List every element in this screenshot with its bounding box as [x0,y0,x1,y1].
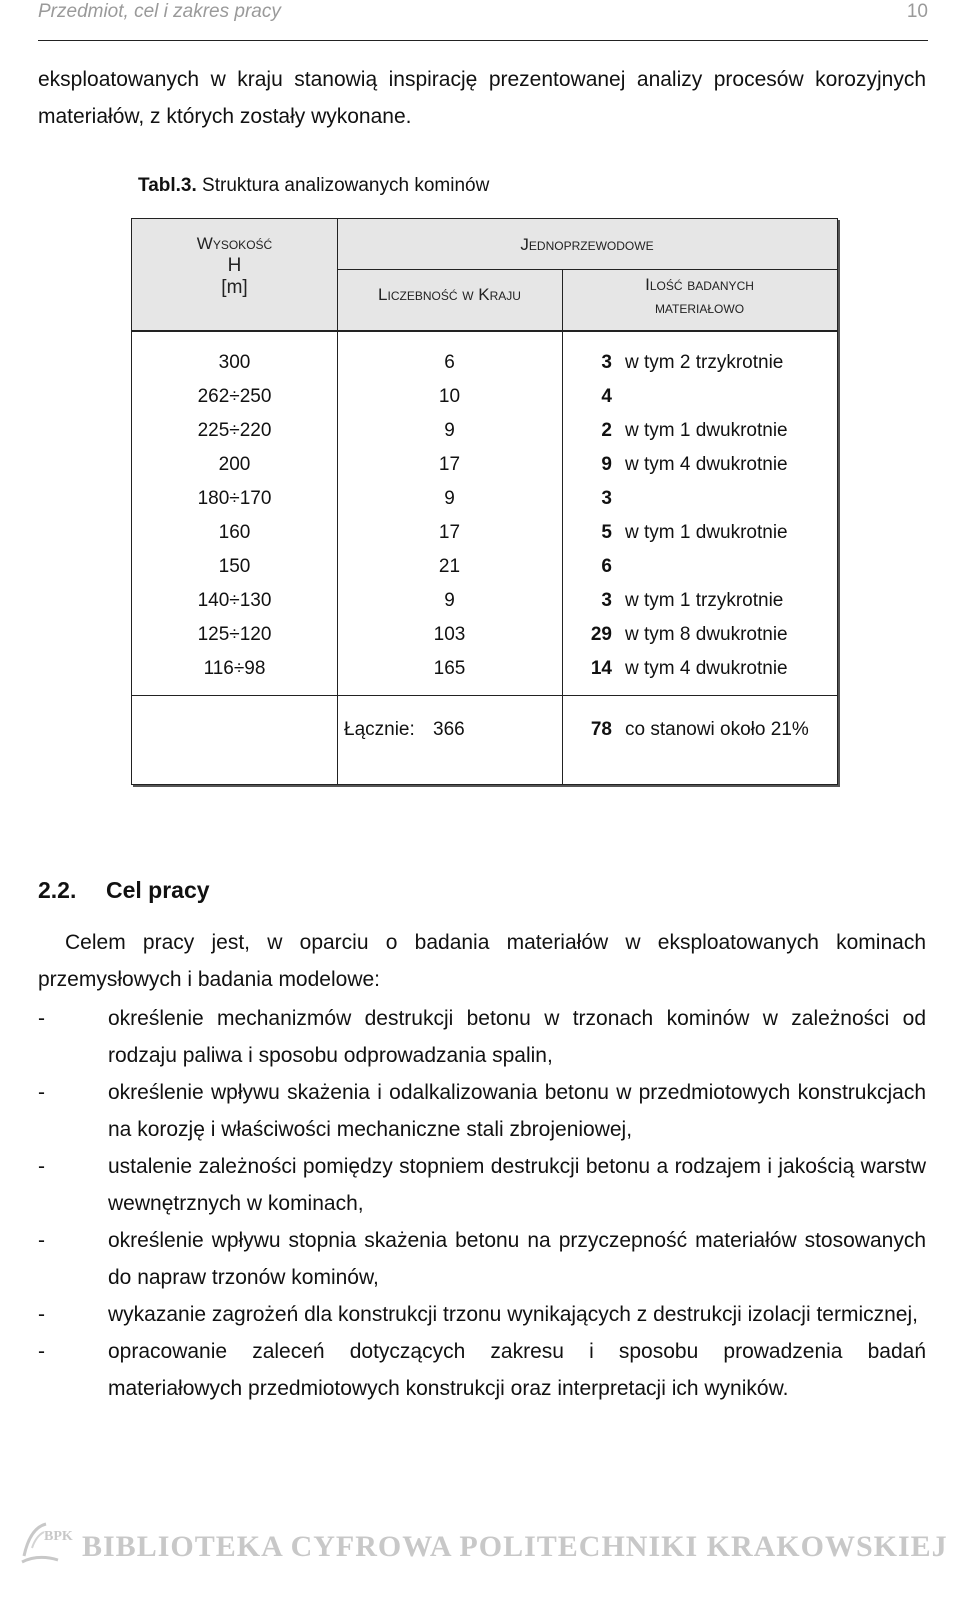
section-intro-line-1: Celem pracy jest, w oparciu o badania materiałów w eksploatowanych kominach [65,931,926,954]
list-item [38,1148,926,1222]
height-header-unit: [m] [221,277,248,298]
cell-count: 17 [438,522,461,543]
list-item-text: określenie wpływu stopnia skażenia betonu na przyczepność materiałów stosowanych do napraw trzonów kominów, [108,1229,926,1289]
section-number: 2.2. [38,877,77,903]
header-vline-1 [337,219,338,330]
cell-note: w tym 8 dwukrotnie [625,624,788,645]
cell-tested: 4 [601,386,612,407]
cell-note: w tym 2 trzykrotnie [625,352,784,373]
page-number: 10 [906,1,928,22]
list-item-text: ustalenie zależności pomiędzy stopniem destrukcji betonu a rodzajem i jakością warstw wewnętrznych w kominach, [108,1155,926,1215]
cell-tested: 2 [601,420,612,441]
list-item [38,1296,926,1333]
cell-count: 9 [444,488,455,509]
table-row [132,584,837,618]
list-item-text: opracowanie zaleceń dotyczących zakresu i sposobu prowadzenia badań materiałowych przedmiotowych konstrukcji oraz interpretacji ich wyników. [108,1340,926,1400]
table-total-row [132,697,837,763]
running-header [38,0,928,41]
cell-count: 6 [444,352,455,373]
cell-note: w tym 1 trzykrotnie [625,590,784,611]
height-header-symbol: H [227,255,242,276]
library-logo-icon [18,1518,76,1568]
list-dash: - [38,1007,45,1030]
table-row [132,482,837,516]
table-row [132,414,837,448]
total-count: 366 [433,719,465,740]
cell-tested: 6 [601,556,612,577]
cell-height: 180÷170 [197,488,272,509]
list-item [38,1000,926,1074]
cell-count: 9 [444,420,455,441]
cell-tested: 29 [590,624,612,645]
cell-count: 21 [438,556,461,577]
intro-line-2: materiałów, z których zostały wykonane. [38,105,412,128]
cell-tested: 5 [601,522,612,543]
header-vline-2 [562,269,563,330]
table-row [132,346,837,380]
cell-note: w tym 1 dwukrotnie [625,522,788,543]
cell-tested: 9 [601,454,612,475]
cell-tested: 3 [601,488,612,509]
table-header [132,219,837,332]
cell-count: 10 [438,386,461,407]
table-caption-label: Tabl.3. [138,175,197,196]
tested-header-line-2: materiałowo [654,298,745,317]
table-row [132,380,837,414]
list-item-text: wykazanie zagrożeń dla konstrukcji trzonu wynikających z destrukcji izolacji termicznej, [108,1303,918,1326]
header-divider [337,269,837,270]
list-dash: - [38,1081,45,1104]
height-column-header [132,233,337,299]
cell-count: 165 [433,658,466,679]
chimney-structure-table [131,218,838,785]
library-footer [18,1518,948,1570]
cell-height: 300 [218,352,251,373]
tested-header-line-1: Ilość badanych [645,275,754,294]
list-item [38,1222,926,1296]
cell-note: w tym 1 dwukrotnie [625,420,788,441]
table-row [132,550,837,584]
table-row [132,516,837,550]
cell-count: 17 [438,454,461,475]
cell-height: 200 [218,454,251,475]
intro-paragraph [38,61,926,135]
total-note: co stanowi około 21% [625,719,809,740]
section-intro-line-2: przemysłowych i badania modelowe: [38,968,380,991]
table-row [132,652,837,686]
table-caption [138,175,489,197]
total-label: Łącznie: [344,719,415,740]
cell-height: 125÷120 [197,624,272,645]
cell-height: 150 [218,556,251,577]
cell-height: 140÷130 [197,590,272,611]
library-footer-text: BIBLIOTEKA CYFROWA POLITECHNIKI KRAKOWSKIEJ [82,1530,948,1563]
cell-note: w tym 4 dwukrotnie [625,658,788,679]
list-item-text: określenie mechanizmów destrukcji betonu w trzonach kominów w zależności od rodzaju paliwa i sposobu odprowadzania spalin, [108,1007,926,1067]
cell-height: 262÷250 [197,386,272,407]
list-dash: - [38,1229,45,1252]
count-column-header: Liczebność w Kraju [378,285,521,304]
height-header-label: Wysokość [196,234,273,253]
section-intro-paragraph [38,924,926,998]
cell-count: 103 [433,624,466,645]
goals-list [38,1000,926,1407]
cell-tested: 3 [601,590,612,611]
cell-tested: 14 [590,658,612,679]
single-flue-group-header: Jednoprzewodowe [520,235,654,254]
cell-count: 9 [444,590,455,611]
total-divider [132,695,837,696]
list-dash: - [38,1340,45,1363]
list-dash: - [38,1155,45,1178]
cell-height: 116÷98 [203,658,266,679]
section-title: Cel pracy [106,877,210,903]
tested-column-header [562,273,837,319]
library-logo-text: BPK [44,1529,73,1544]
running-header-title: Przedmiot, cel i zakres pracy [38,1,281,22]
cell-height: 225÷220 [197,420,272,441]
table-row [132,618,837,652]
list-item [38,1074,926,1148]
intro-line-1: eksploatowanych w kraju stanowią inspirację prezentowanej analizy procesów korozyjnych [38,68,926,91]
table-row [132,448,837,482]
cell-note: w tym 4 dwukrotnie [625,454,788,475]
cell-tested: 3 [601,352,612,373]
cell-height: 160 [218,522,251,543]
total-tested: 78 [590,719,612,740]
table-caption-text: Struktura analizowanych kominów [196,175,490,196]
list-item-text: określenie wpływu skażenia i odalkalizowania betonu w przedmiotowych konstrukcjach na korozję i właściwości mechaniczne stali zbrojeniowej, [108,1081,926,1141]
list-item [38,1333,926,1407]
list-dash: - [38,1303,45,1326]
